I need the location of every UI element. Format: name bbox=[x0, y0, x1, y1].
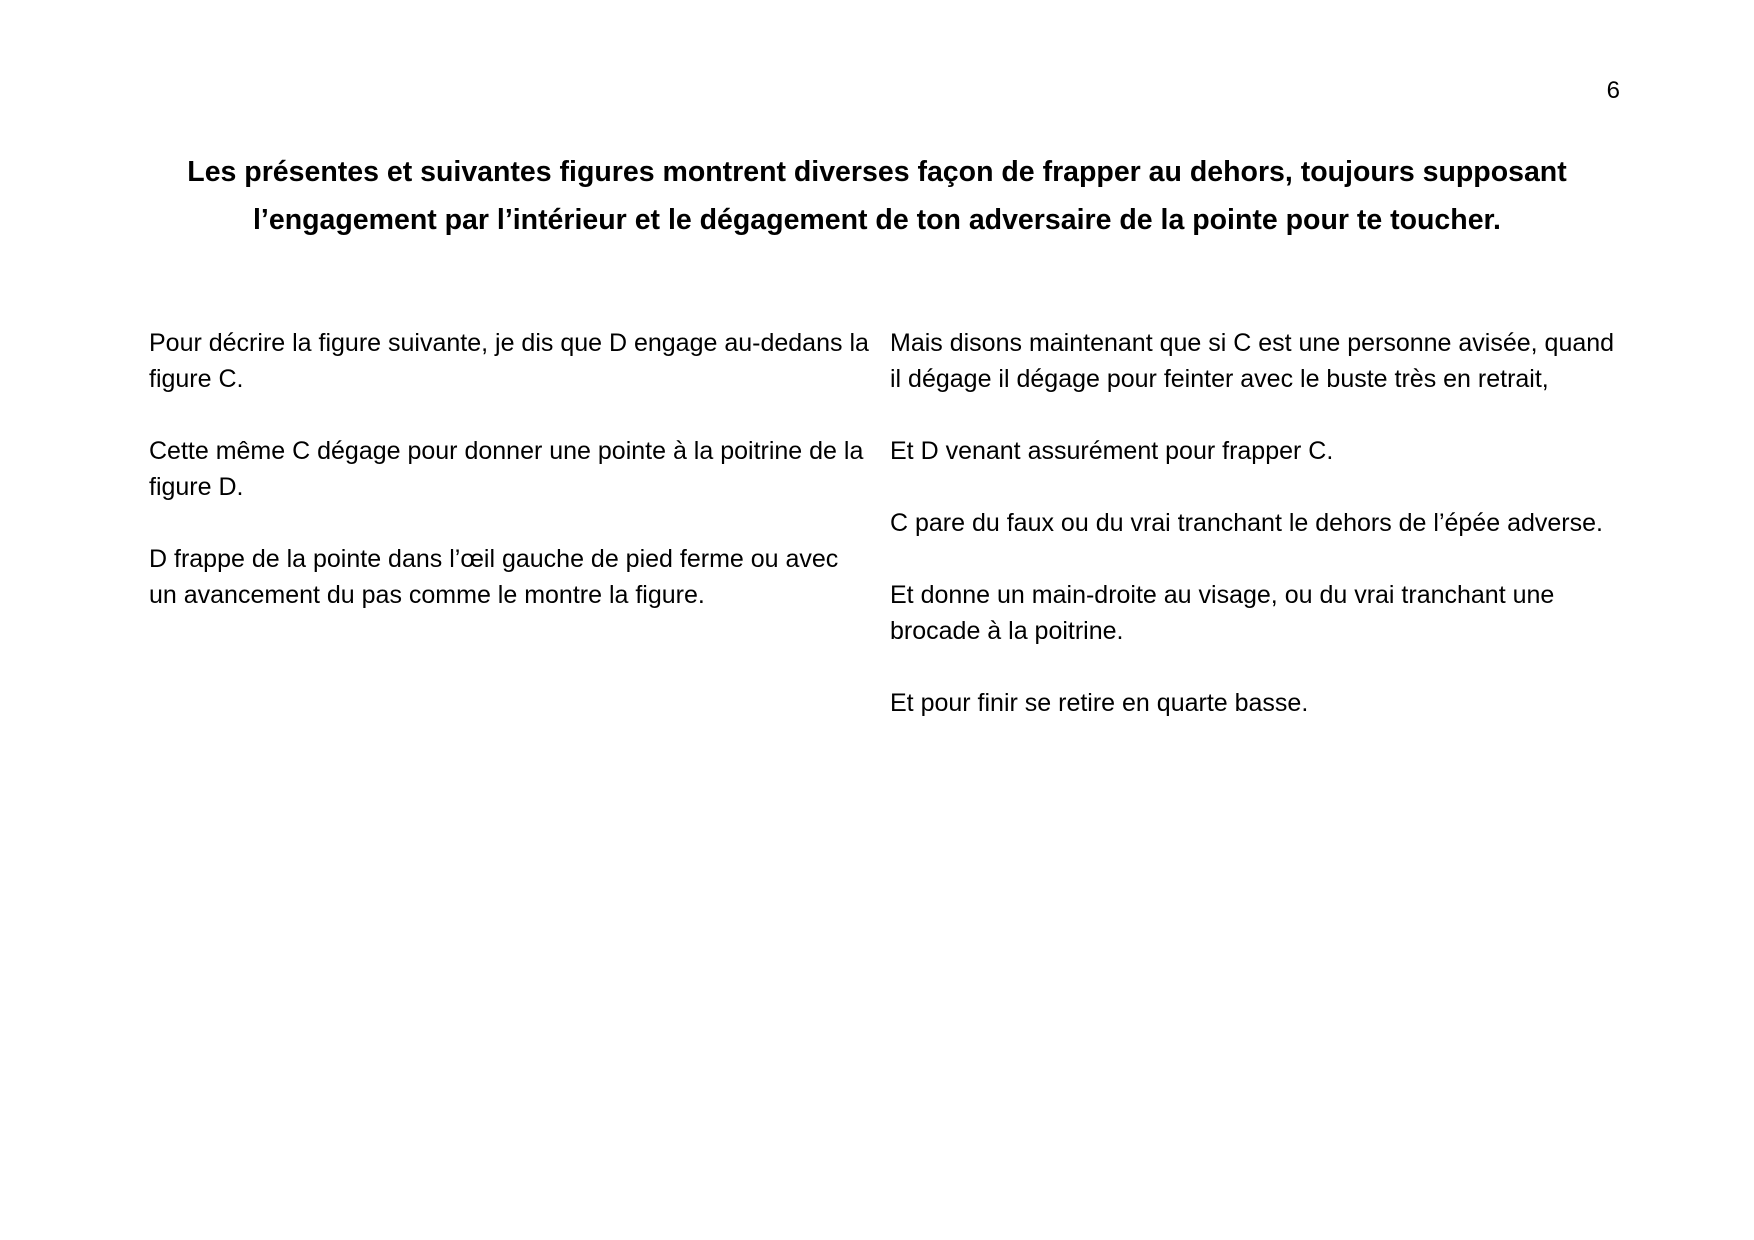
right-paragraph-5: Et pour finir se retire en quarte basse. bbox=[890, 689, 1309, 717]
page-number: 6 bbox=[1606, 77, 1620, 104]
right-paragraph-2: Et D venant assurément pour frapper C. bbox=[890, 437, 1334, 465]
left-paragraph-3: D frappe de la pointe dans l’œil gauche de pied ferme ou avec un avancement du pas comme le montre la figure. bbox=[149, 545, 839, 609]
left-paragraph-2: Cette même C dégage pour donner une pointe à la poitrine de la figure D. bbox=[149, 437, 864, 501]
heading-line-1: Les présentes et suivantes figures montrent diverses façon de frapper au dehors, toujours supposant bbox=[187, 156, 1567, 188]
page-heading bbox=[120, 148, 1634, 244]
left-column bbox=[149, 325, 869, 649]
right-paragraph-3: C pare du faux ou du vrai tranchant le dehors de l’épée adverse. bbox=[890, 509, 1603, 537]
right-paragraph-4: Et donne un main-droite au visage, ou du vrai tranchant une brocade à la poitrine. bbox=[890, 581, 1555, 645]
left-paragraph-1: Pour décrire la figure suivante, je dis que D engage au-dedans la figure C. bbox=[149, 329, 869, 393]
right-paragraph-1: Mais disons maintenant que si C est une personne avisée, quand il dégage il dégage pour feinter avec le buste très en retrait, bbox=[890, 329, 1615, 393]
right-column bbox=[890, 325, 1630, 757]
heading-line-2: l’engagement par l’intérieur et le dégagement de ton adversaire de la pointe pour te toucher. bbox=[253, 204, 1501, 236]
